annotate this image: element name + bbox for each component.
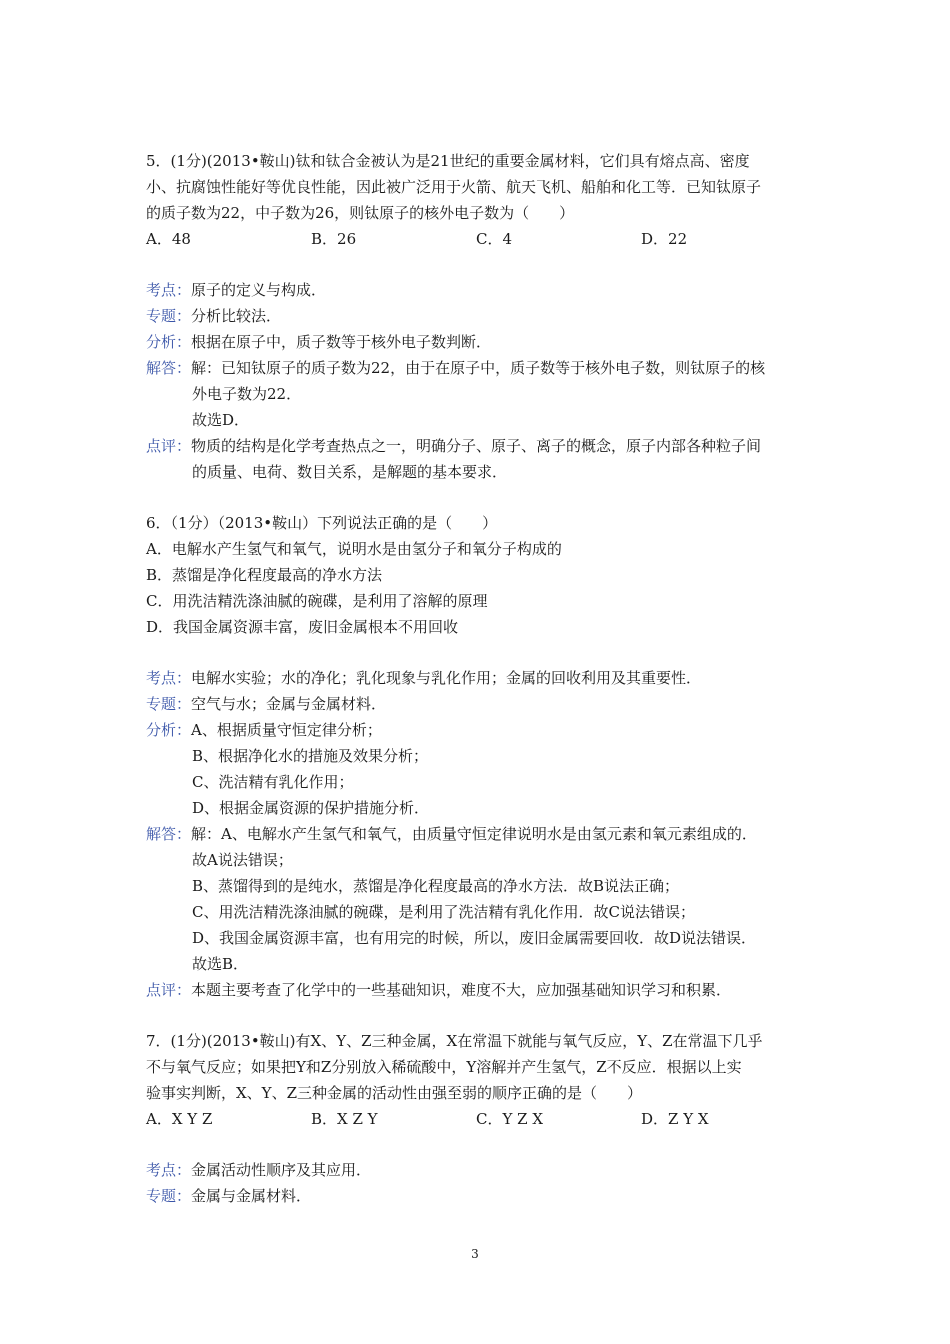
zhuanti-tag: 专题： (146, 695, 192, 713)
kaodian-tag: 考点： (146, 1161, 192, 1179)
question-stem-line: 6．（1分）（2013•鞍山）下列说法正确的是（ ） (146, 514, 498, 532)
zhuanti-text: 空气与水；金属与金属材料． (191, 695, 387, 713)
kaodian-tag: 考点： (146, 281, 192, 299)
option-b: B．26 (311, 230, 357, 248)
dianping-text: 本题主要考查了化学中的一些基础知识，难度不大，应加强基础知识学习和积累． (191, 981, 732, 999)
fenxi-line: D、根据金属资源的保护措施分析． (192, 799, 430, 817)
jieda-text: 解：A、电解水产生氢气和氧气，由质量守恒定律说明水是由氢元素和氧元素组成的． (191, 825, 757, 843)
kaodian-row (146, 277, 816, 303)
jieda-row (146, 821, 816, 847)
jieda-line: B、蒸馏得到的是纯水，蒸馏是净化程度最高的净水方法．故B说法正确； (192, 877, 680, 895)
zhuanti-row (146, 303, 816, 329)
fenxi-line: C、洗洁精有乳化作用； (192, 773, 354, 791)
fenxi-row (146, 329, 816, 355)
kaodian-row (146, 1157, 816, 1183)
fenxi-text: 根据在原子中，质子数等于核外电子数判断． (191, 333, 492, 351)
kaodian-text: 原子的定义与构成． (191, 281, 327, 299)
dianping-row (146, 977, 816, 1003)
jieda-text: 解：已知钛原子的质子数为22，由于在原子中，质子数等于核外电子数，则钛原子的核 (191, 359, 766, 377)
zhuanti-row (146, 1183, 816, 1209)
dianping-line: 的质量、电荷、数目关系，是解题的基本要求． (192, 463, 508, 481)
zhuanti-text: 分析比较法． (191, 307, 282, 325)
dianping-tag: 点评： (146, 981, 192, 999)
option-d: D．我国金属资源丰富，废旧金属根本不用回收 (146, 618, 459, 636)
kaodian-text: 金属活动性顺序及其应用． (191, 1161, 372, 1179)
option-c: C．Y Z X (476, 1110, 544, 1128)
jieda-line: D、我国金属资源丰富，也有用完的时候，所以，废旧金属需要回收．故D说法错误． (192, 929, 757, 947)
zhuanti-row (146, 691, 816, 717)
fenxi-row (146, 717, 816, 743)
zhuanti-tag: 专题： (146, 1187, 192, 1205)
question-stem-line: 7．(1分)(2013•鞍山)有X、Y、Z三种金属，X在常温下就能与氧气反应，Y、Z在常温下几乎 (146, 1032, 763, 1050)
question-7 (146, 1028, 816, 1209)
option-a: A．48 (146, 230, 191, 248)
options-row (146, 226, 816, 252)
question-6 (146, 510, 816, 1003)
jieda-tag: 解答： (146, 825, 192, 843)
kaodian-row (146, 665, 816, 691)
fenxi-tag: 分析： (146, 333, 192, 351)
option-d: D．Z Y X (641, 1110, 709, 1128)
option-c: C．用洗洁精洗涤油腻的碗碟，是利用了溶解的原理 (146, 592, 488, 610)
question-stem-line: 不与氧气反应；如果把Y和Z分别放入稀硫酸中，Y溶解并产生氢气，Z不反应．根据以上实 (146, 1058, 742, 1076)
zhuanti-tag: 专题： (146, 307, 192, 325)
option-b: B．X Z Y (311, 1110, 378, 1128)
option-c: C．4 (476, 230, 513, 248)
question-stem-line: 5．(1分)(2013•鞍山)钛和钛合金被认为是21世纪的重要金属材料，它们具有熔点高、密度 (146, 152, 750, 170)
option-a: A．电解水产生氢气和氧气，说明水是由氢分子和氧分子构成的 (146, 540, 562, 558)
dianping-row (146, 433, 816, 459)
question-stem-line: 验事实判断，X、Y、Z三种金属的活动性由强至弱的顺序正确的是（ ） (146, 1084, 643, 1102)
question-5 (146, 148, 816, 485)
option-d: D．22 (641, 230, 688, 248)
fenxi-text: A、根据质量守恒定律分析； (191, 721, 382, 739)
fenxi-tag: 分析： (146, 721, 192, 739)
fenxi-line: B、根据净化水的措施及效果分析； (192, 747, 429, 765)
jieda-line: 故A说法错误； (192, 851, 293, 869)
jieda-line: 外电子数为22． (192, 385, 302, 403)
question-stem-line: 的质子数为22，中子数为26，则钛原子的核外电子数为（ ） (146, 204, 575, 222)
document-page (146, 148, 816, 1209)
page-number: 3 (471, 1247, 479, 1261)
jieda-row (146, 355, 816, 381)
zhuanti-text: 金属与金属材料． (191, 1187, 312, 1205)
dianping-tag: 点评： (146, 437, 192, 455)
jieda-tag: 解答： (146, 359, 192, 377)
question-stem-line: 小、抗腐蚀性能好等优良性能，因此被广泛用于火箭、航天飞机、船舶和化工等．已知钛原子 (146, 178, 762, 196)
option-b: B．蒸馏是净化程度最高的净水方法 (146, 566, 383, 584)
jieda-line: 故选D． (192, 411, 250, 429)
jieda-line: C、用洗洁精洗涤油腻的碗碟，是利用了洗洁精有乳化作用．故C说法错误； (192, 903, 695, 921)
kaodian-text: 电解水实验；水的净化；乳化现象与乳化作用；金属的回收利用及其重要性． (191, 669, 702, 687)
jieda-line: 故选B． (192, 955, 249, 973)
options-row (146, 1106, 816, 1132)
dianping-text: 物质的结构是化学考查热点之一，明确分子、原子、离子的概念，原子内部各种粒子间 (191, 437, 762, 455)
option-a: A．X Y Z (146, 1110, 213, 1128)
kaodian-tag: 考点： (146, 669, 192, 687)
